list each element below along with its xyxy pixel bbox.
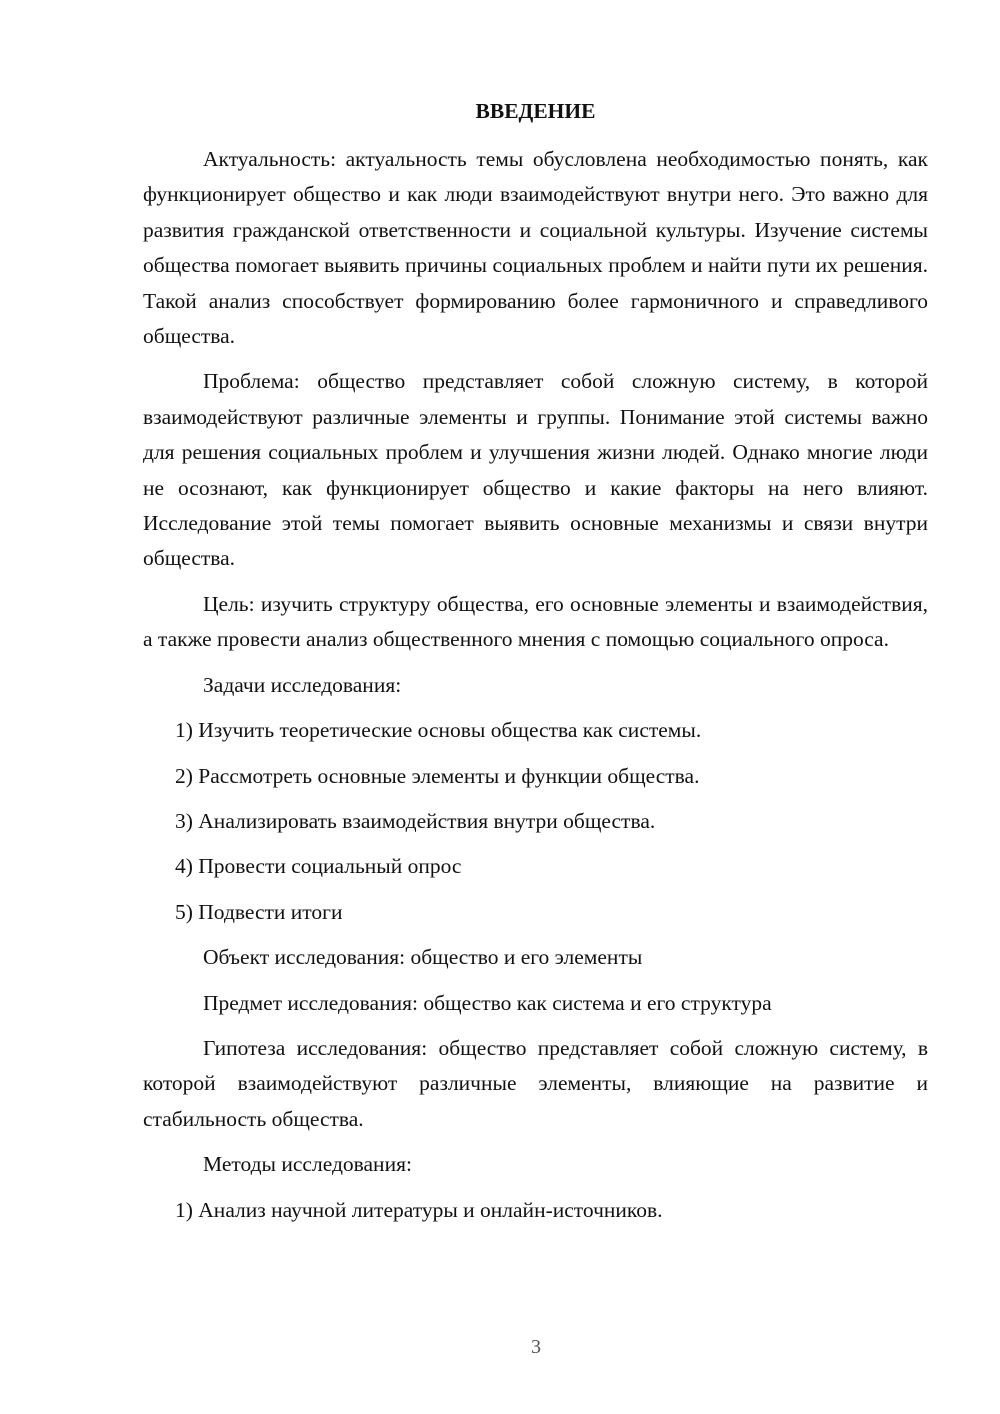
- problem-paragraph: Проблема: общество представляет собой сложную систему, в которой взаимодействуют различные элементы и группы. Понимание этой системы важно для решения социальных проблем и улучшения жизни людей. Однако многие люди не осознают, как функционирует общество и какие факторы на него влияют. Исследование этой темы помогает выявить основные механизмы и связи внутри общества.: [143, 369, 928, 571]
- document-page: [143, 95, 928, 1238]
- task-item: 5) Подвести итоги: [175, 899, 343, 924]
- page-number: 3: [531, 1336, 541, 1358]
- method-item: 1) Анализ научной литературы и онлайн-источников.: [175, 1197, 663, 1222]
- methods-heading: Методы исследования:: [203, 1152, 412, 1177]
- goal-paragraph: Цель: изучить структуру общества, его основные элементы и взаимодействия, а также провести анализ общественного мнения с помощью социального опроса.: [143, 591, 928, 652]
- task-item: 2) Рассмотреть основные элементы и функции общества.: [175, 763, 700, 788]
- hypothesis-paragraph: Гипотеза исследования: общество представляет собой сложную систему, в которой взаимодействуют различные элементы, влияющие на развитие и стабильность общества.: [143, 1035, 928, 1131]
- section-title: ВВЕДЕНИЕ: [475, 99, 596, 123]
- relevance-paragraph: Актуальность: актуальность темы обусловлена необходимостью понять, как функционирует общество и как люди взаимодействуют внутри него. Это важно для развития гражданской ответственности и социальной культуры. Изучение системы общества помогает выявить причины социальных проблем и найти пути их решения. Такой анализ способствует формированию более гармоничного и справедливого общества.: [143, 147, 928, 349]
- research-subject: Предмет исследования: общество как система и его структура: [203, 990, 772, 1015]
- task-item: 4) Провести социальный опрос: [175, 854, 462, 879]
- task-item: 3) Анализировать взаимодействия внутри общества.: [175, 808, 656, 833]
- research-object: Объект исследования: общество и его элементы: [203, 945, 643, 970]
- tasks-heading: Задачи исследования:: [203, 672, 402, 697]
- task-item: 1) Изучить теоретические основы общества как системы.: [175, 718, 702, 743]
